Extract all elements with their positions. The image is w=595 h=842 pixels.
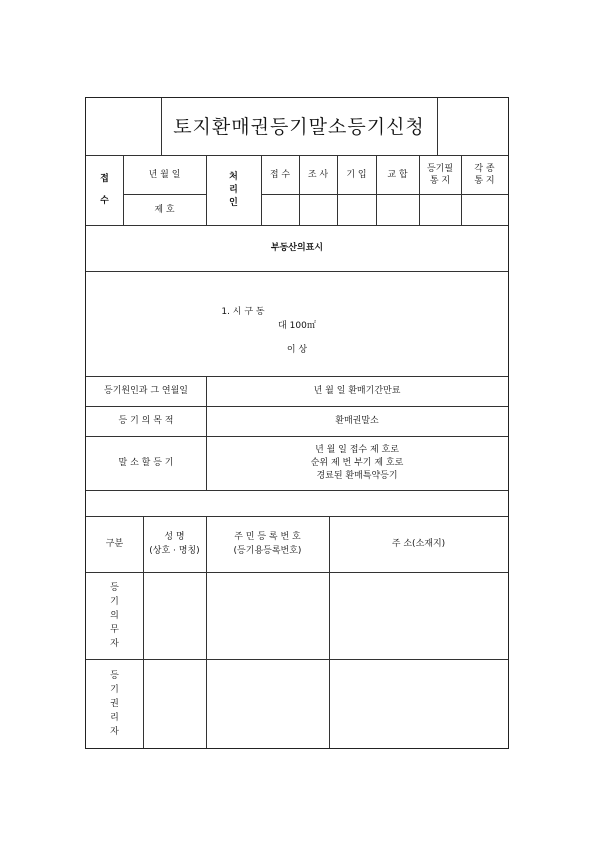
processor-label: 처 리 인 bbox=[229, 171, 238, 208]
processor-col-reception: 접 수 bbox=[269, 169, 291, 180]
cause-value: 년 월 일 환매기간만료 bbox=[313, 386, 401, 396]
persons-header-type: 구분 bbox=[105, 539, 124, 549]
property-section-title: 부동산의표시 bbox=[270, 243, 324, 253]
form-title: 토지환매권등기말소등기신청 bbox=[173, 115, 425, 138]
processor-col-verify: 교 합 bbox=[387, 169, 408, 180]
property-line-2: 대 100㎡ bbox=[278, 321, 316, 331]
property-end: 이 상 bbox=[286, 345, 308, 355]
reception-number: 제 호 bbox=[154, 204, 175, 215]
processor-col-completion-notice: 등기필 통 지 bbox=[426, 163, 454, 186]
holder-label: 등 기 권 리 자 bbox=[110, 670, 119, 737]
processor-col-investigation: 조 사 bbox=[307, 169, 329, 180]
rule bbox=[86, 572, 508, 573]
rule bbox=[86, 271, 508, 272]
property-line-1: 1. 시 구 동 bbox=[221, 307, 265, 317]
rule bbox=[437, 98, 438, 155]
obligor-label: 등 기 의 무 자 bbox=[110, 582, 119, 649]
cancel-value: 년 월 일 접수 제 호로 순위 제 번 부기 제 호로 경료된 환매특약등기 bbox=[310, 444, 404, 481]
rule bbox=[86, 490, 508, 491]
reception-label: 접 수 bbox=[100, 174, 109, 206]
persons-header-address: 주 소(소재지) bbox=[391, 539, 446, 549]
processor-col-entry: 기 입 bbox=[346, 169, 367, 180]
purpose-label: 등 기 의 목 적 bbox=[118, 416, 174, 426]
reception-date: 년 월 일 bbox=[148, 169, 181, 180]
application-form bbox=[85, 97, 509, 749]
cancel-label: 말 소 할 등 기 bbox=[118, 458, 174, 468]
processor-col-various-notice: 각 종 통 지 bbox=[474, 163, 495, 186]
rule bbox=[86, 659, 508, 660]
cause-label: 등기원인과 그 연월일 bbox=[104, 386, 188, 396]
persons-header-name: 성 명 (상호 · 명칭) bbox=[149, 532, 200, 556]
persons-header-id: 주 민 등 록 번 호 (등기용등록번호) bbox=[233, 532, 302, 556]
purpose-value: 환매권말소 bbox=[335, 416, 379, 426]
